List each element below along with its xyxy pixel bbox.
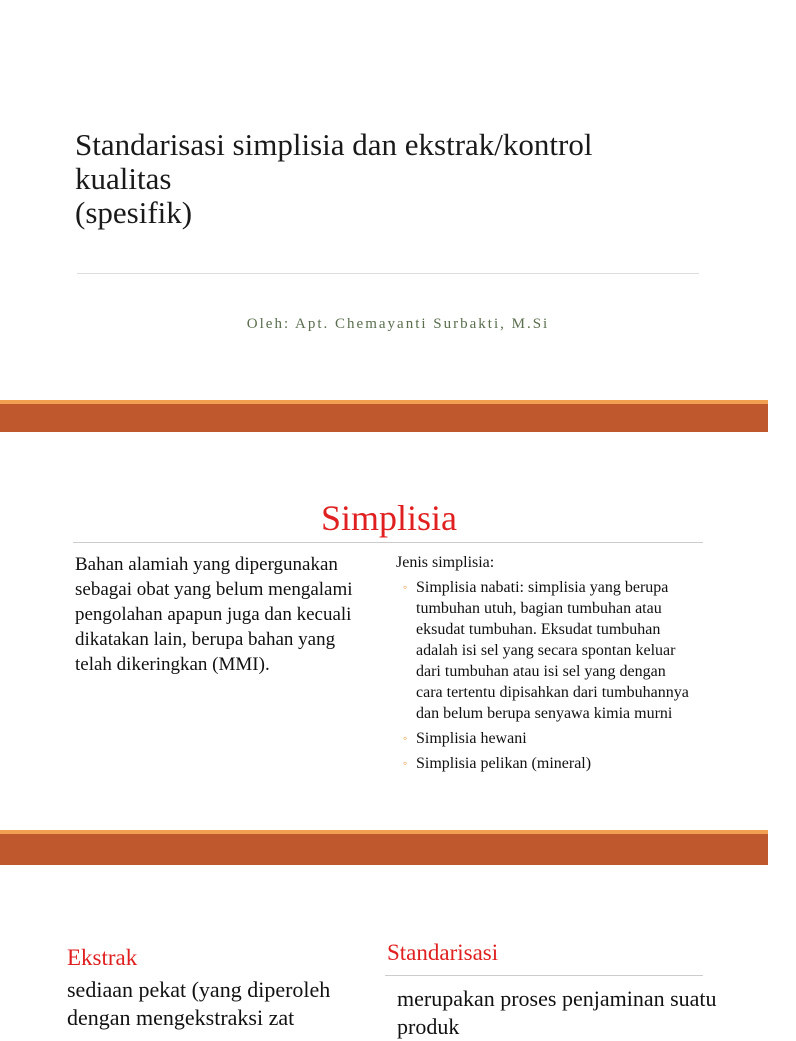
title-slide <box>0 0 768 400</box>
list-item <box>403 577 696 724</box>
simplisia-title: Simplisia <box>320 498 458 538</box>
title-divider <box>77 273 699 274</box>
simplisia-types <box>396 552 696 778</box>
simplisia-slide <box>0 432 768 830</box>
list-item-text: Simplisia pelikan (mineral) <box>416 755 592 772</box>
list-item-text: Simplisia nabati: simplisia yang berupa tumbuhan utuh, bagian tumbuhan atau eksudat tumbuhan. Eksudat tumbuhan adalah isi sel yang secara spontan keluar dari tumbuhan atau isi sel yang dengan cara tertentu dipisahkan dari tumbuhannya dan belum berupa senyawa kimia murni <box>416 579 689 722</box>
types-list <box>396 577 696 774</box>
ekstrak-heading: Ekstrak <box>67 945 138 970</box>
title-line-3: (spesifik) <box>75 195 193 230</box>
list-item-text: Simplisia hewani <box>416 730 527 747</box>
title-line-1: Standarisasi simplisia dan ekstrak/kontrol <box>75 127 593 162</box>
standarisasi-divider <box>385 975 703 976</box>
bullet-icon: ◦ <box>403 580 408 594</box>
types-heading: Jenis simplisia: <box>396 554 495 571</box>
list-item <box>403 753 696 774</box>
ekstrak-text: sediaan pekat (yang diperoleh dengan mengekstraksi zat <box>67 977 331 1030</box>
standarisasi-text: merupakan proses penjaminan suatu produk <box>397 986 717 1039</box>
slide-separator-2 <box>0 830 768 865</box>
bullet-icon: ◦ <box>403 756 408 770</box>
author-line: Oleh: Apt. Chemayanti Surbakti, M.Si <box>246 316 550 332</box>
bullet-icon: ◦ <box>403 731 408 745</box>
simplisia-divider <box>73 542 703 543</box>
standarisasi-heading: Standarisasi <box>387 940 499 965</box>
title-line-2: kualitas <box>75 161 172 196</box>
simplisia-definition: Bahan alamiah yang dipergunakan sebagai obat yang belum mengalami pengolahan apapun juga dan kecuali dikatakan lain, berupa bahan yang telah dikeringkan (MMI). <box>75 554 353 675</box>
slide-separator-1 <box>0 400 768 432</box>
presentation-title <box>75 128 715 230</box>
ekstrak-slide <box>0 865 768 1039</box>
list-item <box>403 728 696 749</box>
